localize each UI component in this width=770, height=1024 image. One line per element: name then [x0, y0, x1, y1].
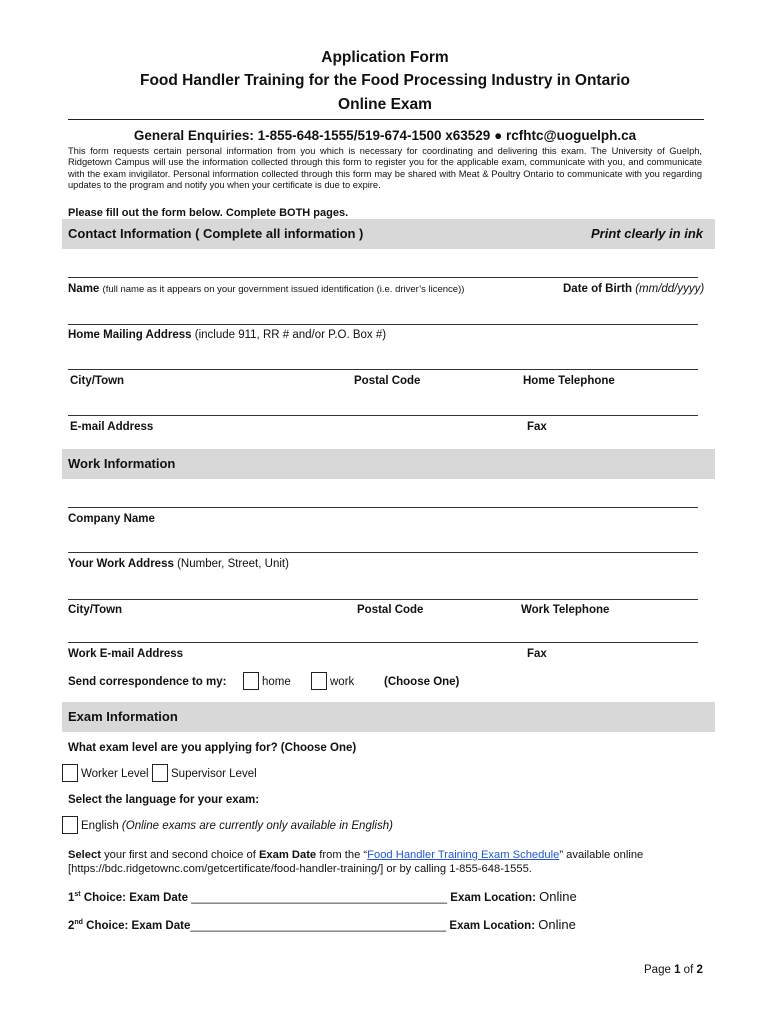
home-address-field-line[interactable] — [68, 324, 698, 325]
work-section-header — [62, 449, 715, 479]
email-label: E-mail Address — [70, 421, 154, 433]
exam-heading: Exam Information — [68, 709, 178, 724]
header-divider — [68, 119, 704, 120]
company-field-line[interactable] — [68, 507, 698, 508]
form-instruction: Please fill out the form below. Complete BOTH pages. — [68, 207, 349, 219]
contact-section-header — [62, 219, 715, 249]
page-indicator: Page 1 of 2 — [644, 964, 703, 976]
form-title: Application Form — [321, 49, 449, 66]
language-question: Select the language for your exam: — [68, 794, 260, 806]
supervisor-level-label: Supervisor Level — [171, 768, 257, 780]
work-checkbox[interactable] — [311, 672, 327, 690]
second-choice-date-field[interactable]: ________________________________________ — [190, 920, 447, 932]
choose-one-note: (Choose One) — [384, 676, 460, 688]
supervisor-level-checkbox[interactable] — [152, 764, 168, 782]
home-checkbox[interactable] — [243, 672, 259, 690]
worker-level-checkbox[interactable] — [62, 764, 78, 782]
work-address-label: Your Work Address (Number, Street, Unit) — [68, 558, 289, 570]
form-subtitle: Food Handler Training for the Food Processing Industry in Ontario — [140, 72, 630, 89]
work-phone-label: Work Telephone — [521, 604, 610, 616]
home-city-label: City/Town — [70, 375, 125, 387]
email-field-line[interactable] — [68, 415, 698, 416]
company-label: Company Name — [68, 513, 155, 525]
print-clearly-note: Print clearly in ink — [591, 226, 703, 241]
exam-schedule-link[interactable]: Food Handler Training Exam Schedule — [367, 849, 560, 861]
name-field-line[interactable] — [68, 277, 698, 278]
home-phone-label: Home Telephone — [523, 375, 615, 387]
work-city-label: City/Town — [68, 604, 123, 616]
english-option: English (Online exams are currently only available in English) — [81, 820, 393, 832]
dob-label: Date of Birth (mm/dd/yyyy) — [563, 283, 705, 295]
home-address-label: Home Mailing Address (include 911, RR # and/or P.O. Box #) — [68, 329, 387, 341]
second-choice-row: 2nd Choice: Exam Date________________________________________ Exam Location: Online — [68, 917, 576, 932]
work-address-field-line[interactable] — [68, 552, 698, 553]
privacy-notice: This form requests certain personal information from you which is necessary for coordinating and delivering this exam. The University of Guelph, Ridgetown Campus will use the information collected through this form to register you for the applicable exam, communicate with you, and communicate with the exam invigilator. Personal information collected through this form may be shared with Meat & Poultry Ontario to communicate with you regarding updates to the program and notify you when your certificate is due to expire. — [68, 146, 702, 190]
exam-section-header — [62, 702, 715, 732]
general-enquiries: General Enquiries: 1-855-648-1555/519-674-1500 x63529 ● rcfhtc@uoguelph.ca — [133, 128, 637, 143]
exam-level-question: What exam level are you applying for? (Choose One) — [68, 742, 357, 754]
first-choice-row: 1st Choice: Exam Date ________________________________________ Exam Location: Online — [68, 889, 577, 904]
home-city-field-line[interactable] — [68, 369, 698, 370]
fax-label: Fax — [527, 421, 547, 433]
worker-level-label: Worker Level — [81, 768, 149, 780]
work-email-label: Work E-mail Address — [68, 648, 184, 660]
work-option-label: work — [330, 676, 355, 688]
work-city-field-line[interactable] — [68, 599, 698, 600]
contact-heading: Contact Information ( Complete all information ) — [68, 226, 364, 241]
work-email-field-line[interactable] — [68, 642, 698, 643]
work-fax-label: Fax — [527, 648, 547, 660]
correspondence-label: Send correspondence to my: — [68, 676, 227, 688]
work-heading: Work Information — [68, 456, 176, 471]
first-choice-date-field[interactable]: ________________________________________ — [191, 892, 448, 904]
form-exam-type: Online Exam — [338, 96, 432, 113]
home-option-label: home — [262, 676, 291, 688]
exam-date-instructions: Select your first and second choice of Exam Date from the “Food Handler Training Exam Schedule” available online [https://bdc.ridgetownc.com/getcertificate/food-handler-training/] or by calling 1-855-648-1555. — [68, 849, 644, 875]
work-postal-label: Postal Code — [357, 604, 424, 616]
english-checkbox[interactable] — [62, 816, 78, 834]
home-postal-label: Postal Code — [354, 375, 421, 387]
name-label: Name (full name as it appears on your government issued identification (i.e. driver’s licence)) — [68, 283, 465, 295]
